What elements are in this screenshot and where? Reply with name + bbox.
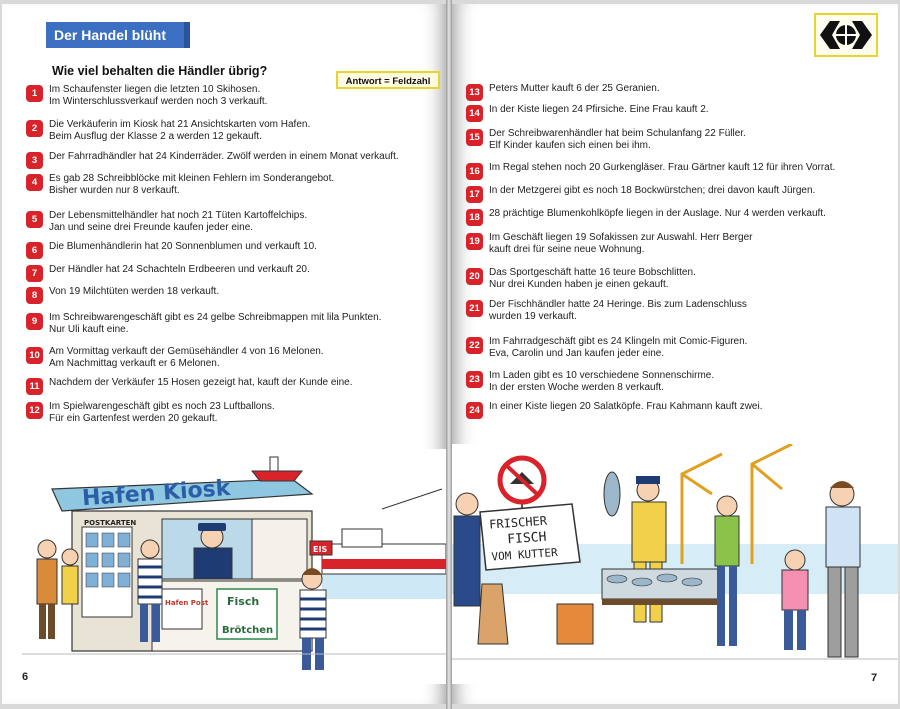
task-item — [26, 173, 334, 196]
task-item — [466, 299, 747, 322]
task-item — [26, 119, 310, 142]
task-item — [26, 84, 267, 107]
task-item — [466, 162, 835, 180]
task-number-badge: 14 — [466, 105, 483, 122]
task-item — [26, 286, 219, 304]
task-item — [466, 370, 714, 393]
task-text: Im Laden gibt es 10 verschiedene Sonnenschirme. In der ersten Woche werden 8 verkauft. — [489, 370, 715, 393]
task-number-badge: 16 — [466, 163, 483, 180]
fish-sign-line2: FISCH — [506, 529, 547, 548]
task-text: Im Schreibwarengeschäft gibt es 24 gelbe Schreibmappen mit lila Punkten. Nur Uli kauft eine. — [49, 312, 382, 335]
task-text: Der Fahrradhändler hat 24 Kinderräder. Zwölf werden in einem Monat verkauft. — [49, 151, 399, 162]
fish-sign-line3: VOM KUTTER — [491, 545, 559, 564]
task-text: In der Kiste liegen 24 Pfirsiche. Eine Frau kauft 2. — [489, 104, 709, 115]
task-item — [466, 232, 752, 255]
task-item — [466, 401, 763, 419]
page-subtitle: Wie viel behalten die Händler übrig? — [52, 64, 268, 78]
task-item — [466, 185, 815, 203]
task-number-badge: 3 — [26, 152, 43, 169]
hafen-post-sign: Hafen Post — [165, 599, 209, 607]
page-number-left: 6 — [22, 671, 29, 683]
task-number-badge: 13 — [466, 84, 483, 101]
postcards-sign: POSTKARTEN — [84, 519, 137, 527]
task-text: Es gab 28 Schreibblöcke mit kleinen Fehlern im Sonderangebot. Bisher wurden nur 8 verkauft. — [49, 173, 335, 196]
task-item — [26, 241, 317, 259]
task-number-badge: 15 — [466, 129, 483, 146]
task-text: Im Geschäft liegen 19 Sofakissen zur Auswahl. Herr Berger kauft drei für seine neue Wohnung. — [489, 232, 753, 255]
task-text: Der Schreibwarenhändler hat beim Schulanfang 22 Füller. Elf Kinder kaufen sich einen bei ihm. — [489, 128, 746, 151]
task-text: In der Metzgerei gibt es noch 18 Bockwürstchen; drei davon kauft Jürgen. — [489, 185, 816, 196]
section-title: Der Handel blüht — [46, 22, 184, 48]
fish-sign-line1: FRISCHER — [488, 513, 548, 532]
task-number-badge: 22 — [466, 337, 483, 354]
task-item — [26, 151, 399, 169]
task-number-badge: 8 — [26, 287, 43, 304]
task-text: Im Fahrradgeschäft gibt es 24 Klingeln mit Comic-Figuren. Eva, Carolin und Jan kaufen jeder eine. — [489, 336, 748, 359]
task-item — [26, 401, 275, 424]
answer-badge: Antwort = Feldzahl — [336, 71, 440, 89]
task-text: Am Vormittag verkauft der Gemüsehändler 4 von 16 Melonen. Am Nachmittag verkauft er 6 Melonen. — [49, 346, 324, 369]
task-item — [466, 83, 660, 101]
right-page — [452, 4, 898, 704]
page-number-right: 7 — [871, 672, 878, 684]
task-item — [466, 336, 747, 359]
task-item — [466, 128, 746, 151]
task-text: Im Regal stehen noch 20 Gurkengläser. Frau Gärtner kauft 12 für ihren Vorrat. — [489, 162, 836, 173]
task-text: Im Spielwarengeschäft gibt es noch 23 Luftballons. Für ein Gartenfest werden 20 gekauft. — [49, 401, 275, 424]
task-item — [466, 267, 696, 290]
task-text: Der Fischhändler hatte 24 Heringe. Bis zum Ladenschluss wurden 19 verkauft. — [489, 299, 747, 322]
task-item — [26, 377, 353, 395]
task-number-badge: 5 — [26, 211, 43, 228]
kiosk-sign: Hafen Kiosk — [81, 475, 232, 512]
task-text: Peters Mutter kauft 6 der 25 Geranien. — [489, 83, 660, 94]
task-text: In einer Kiste liegen 20 Salatköpfe. Frau Kahmann kauft zwei. — [489, 401, 763, 412]
task-item — [466, 208, 826, 226]
task-number-badge: 17 — [466, 186, 483, 203]
task-number-badge: 12 — [26, 402, 43, 419]
task-number-badge: 23 — [466, 371, 483, 388]
eis-sign: EIS — [313, 545, 328, 554]
task-number-badge: 1 — [26, 85, 43, 102]
task-text: Das Sportgeschäft hatte 16 teure Bobschlitten. Nur drei Kunden haben je einen gekauft. — [489, 267, 696, 290]
task-number-badge: 24 — [466, 402, 483, 419]
task-number-badge: 18 — [466, 209, 483, 226]
left-page — [2, 4, 446, 704]
task-text: Der Händler hat 24 Schachteln Erdbeeren und verkauft 20. — [49, 264, 310, 275]
task-item — [26, 312, 381, 335]
task-text: Im Schaufenster liegen die letzten 10 Skihosen. Im Winterschlussverkauf werden noch 3 verkauft. — [49, 84, 268, 107]
fisch-sign: Fisch — [227, 595, 260, 608]
task-number-badge: 20 — [466, 268, 483, 285]
broetchen-sign: Brötchen — [222, 625, 274, 636]
harbor-kiosk-illustration — [22, 449, 446, 684]
fish-market-illustration — [452, 444, 898, 684]
task-item — [26, 210, 307, 233]
task-number-badge: 11 — [26, 378, 43, 395]
task-text: Die Blumenhändlerin hat 20 Sonnenblumen und verkauft 10. — [49, 241, 317, 252]
task-number-badge: 10 — [26, 347, 43, 364]
task-text: Von 19 Milchtüten werden 18 verkauft. — [49, 286, 220, 297]
task-number-badge: 21 — [466, 300, 483, 317]
task-text: 28 prächtige Blumenkohlköpfe liegen in der Auslage. Nur 4 werden verkauft. — [489, 208, 826, 219]
task-item — [466, 104, 709, 122]
task-number-badge: 19 — [466, 233, 483, 250]
task-text: Die Verkäuferin im Kiosk hat 21 Ansichtskarten vom Hafen. Beim Ausflug der Klasse 2 a werden 12 gekauft. — [49, 119, 311, 142]
task-text: Der Lebensmittelhändler hat noch 21 Tüten Kartoffelchips. Jan und seine drei Freunde kaufen jeder eine. — [49, 210, 308, 233]
task-number-badge: 2 — [26, 120, 43, 137]
task-text: Nachdem der Verkäufer 15 Hosen gezeigt hat, kauft der Kunde eine. — [49, 377, 353, 388]
task-number-badge: 7 — [26, 265, 43, 282]
task-item — [26, 346, 324, 369]
task-number-badge: 6 — [26, 242, 43, 259]
task-number-badge: 4 — [26, 174, 43, 191]
task-item — [26, 264, 310, 282]
task-number-badge: 9 — [26, 313, 43, 330]
